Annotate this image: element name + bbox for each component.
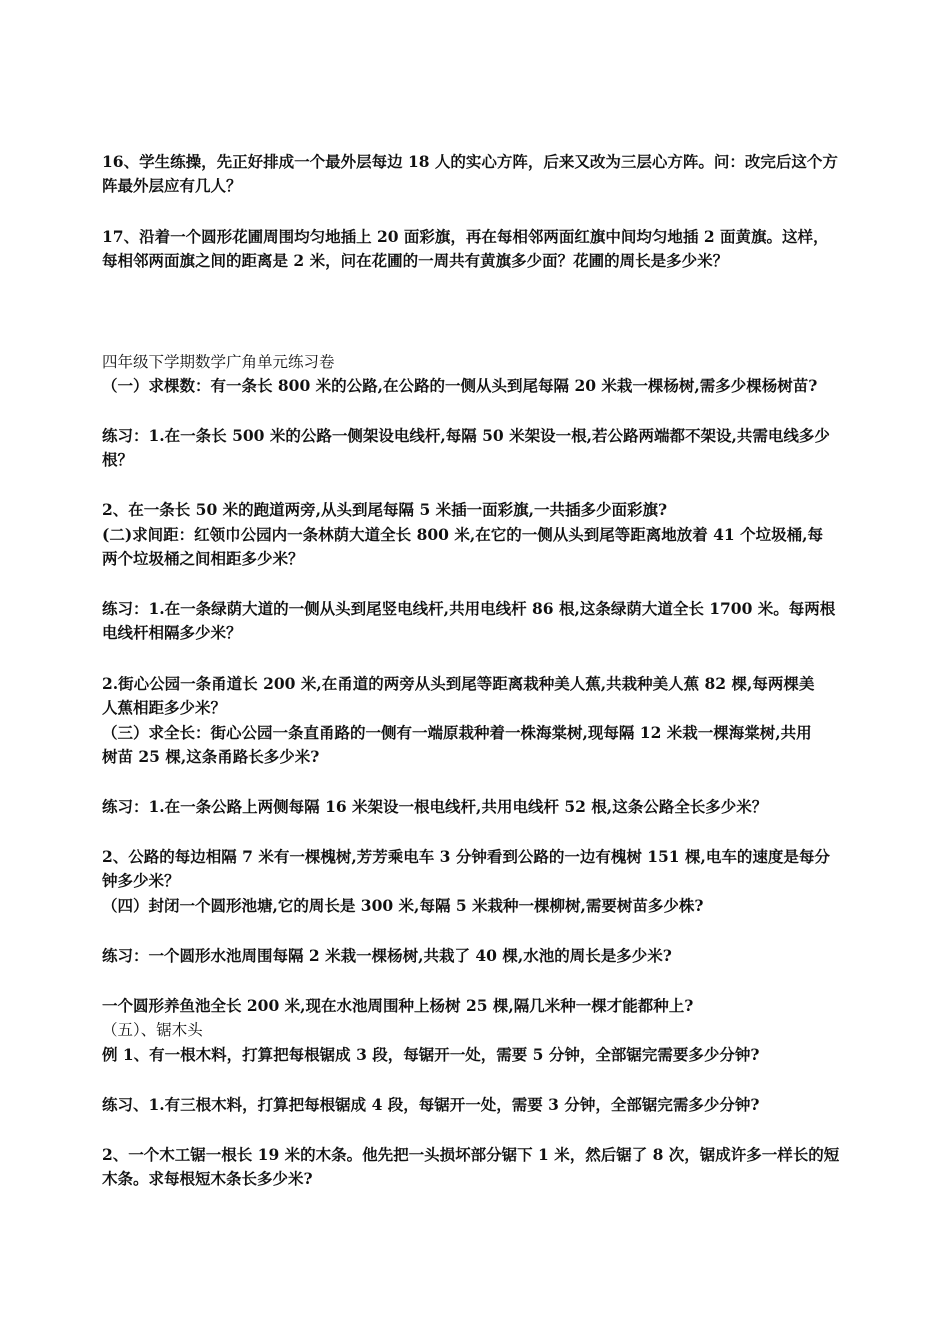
- section-3-exercise-2-line-1: 2、公路的每边相隔 7 米有一棵槐树,芳芳乘电车 3 分钟看到公路的一边有槐树 151 棵,电车的速度是每分: [102, 847, 830, 866]
- section-4-example: （四）封闭一个圆形池塘,它的周长是 300 米,每隔 5 米栽种一棵柳树,需要树苗多少株?: [102, 896, 704, 915]
- section-2-exercise-1-line-2: 电线杆相隔多少米？: [102, 623, 242, 642]
- section-3-example-line-1: （三）求全长：街心公园一条直甬路的一侧有一端原栽种着一株海棠树,现每隔 12 米栽一棵海棠树,共用: [102, 723, 812, 742]
- section-5-exercise-2-line-1: 2、一个木工锯一根长 19 米的木条。他先把一头损坏部分锯下 1 米，然后锯了 8 次，锯成许多一样长的短: [102, 1145, 840, 1164]
- problem-17-line-1: 17、沿着一个圆形花圃周围均匀地插上 20 面彩旗，再在每相邻两面红旗中间均匀地插 2 面黄旗。这样，: [102, 227, 829, 246]
- section-2-exercise-1-line-1: 练习：1.在一条绿荫大道的一侧从头到尾竖电线杆,共用电线杆 86 根,这条绿荫大道全长 1700 米。每两根: [102, 599, 836, 618]
- section-5-exercise-1: 练习、1.有三根木料，打算把每根锯成 4 段，每锯开一处，需要 3 分钟，全部锯完需多少分钟?: [102, 1095, 760, 1114]
- section-5-exercise-2-line-2: 木条。求每根短木条长多少米?: [102, 1169, 313, 1188]
- section-1-exercise-1-line-2: 根？: [102, 450, 134, 469]
- section-1-example: （一）求棵数：有一条长 800 米的公路,在公路的一侧从头到尾每隔 20 米栽一棵杨树,需多少棵杨树苗?: [102, 376, 818, 395]
- section-2-example-line-2: 两个垃圾桶之间相距多少米？: [102, 549, 304, 568]
- section-5-example-1: 例 1、有一根木料，打算把每根锯成 3 段，每锯开一处，需要 5 分钟，全部锯完需要多少分钟?: [102, 1045, 760, 1064]
- section-2-exercise-2-line-2: 人蕉相距多少米？: [102, 698, 227, 717]
- section-4-exercise-2: 一个圆形养鱼池全长 200 米,现在水池周围种上杨树 25 棵,隔几米种一棵才能都种上?: [102, 996, 694, 1015]
- section-3-exercise-2-line-2: 钟多少米？: [102, 871, 180, 890]
- section-1-exercise-2: 2、在一条长 50 米的跑道两旁,从头到尾每隔 5 米插一面彩旗,一共插多少面彩旗?: [102, 500, 668, 519]
- section-5-heading: （五）、锯木头: [102, 1021, 203, 1039]
- section-3-exercise-1: 练习：1.在一条公路上两侧每隔 16 米架设一根电线杆,共用电线杆 52 根,这条公路全长多少米？: [102, 797, 768, 816]
- worksheet-title: 四年级下学期数学广角单元练习卷: [102, 353, 335, 371]
- section-3-example-line-2: 树苗 25 棵,这条甬路长多少米?: [102, 747, 320, 766]
- section-1-exercise-1-line-1: 练习：1.在一条长 500 米的公路一侧架设电线杆,每隔 50 米架设一根,若公路两端都不架设,共需电线多少: [102, 426, 830, 445]
- problem-16-line-2: 阵最外层应有几人？: [102, 176, 242, 195]
- section-2-example-line-1: (二)求间距：红领巾公园内一条林荫大道全长 800 米,在它的一侧从头到尾等距离地放着 41 个垃圾桶,每: [102, 525, 823, 544]
- problem-17-line-2: 每相邻两面旗之间的距离是 2 米，问在花圃的一周共有黄旗多少面？花圃的周长是多少米？: [102, 251, 729, 270]
- problem-16-line-1: 16、学生练操，先正好排成一个最外层每边 18 人的实心方阵，后来又改为三层心方阵。问：改完后这个方: [102, 152, 838, 171]
- section-4-exercise-1: 练习：一个圆形水池周围每隔 2 米栽一棵杨树,共栽了 40 棵,水池的周长是多少米?: [102, 946, 672, 965]
- section-2-exercise-2-line-1: 2.街心公园一条甬道长 200 米,在甬道的两旁从头到尾等距离栽种美人蕉,共栽种美人蕉 82 棵,每两棵美: [102, 674, 815, 693]
